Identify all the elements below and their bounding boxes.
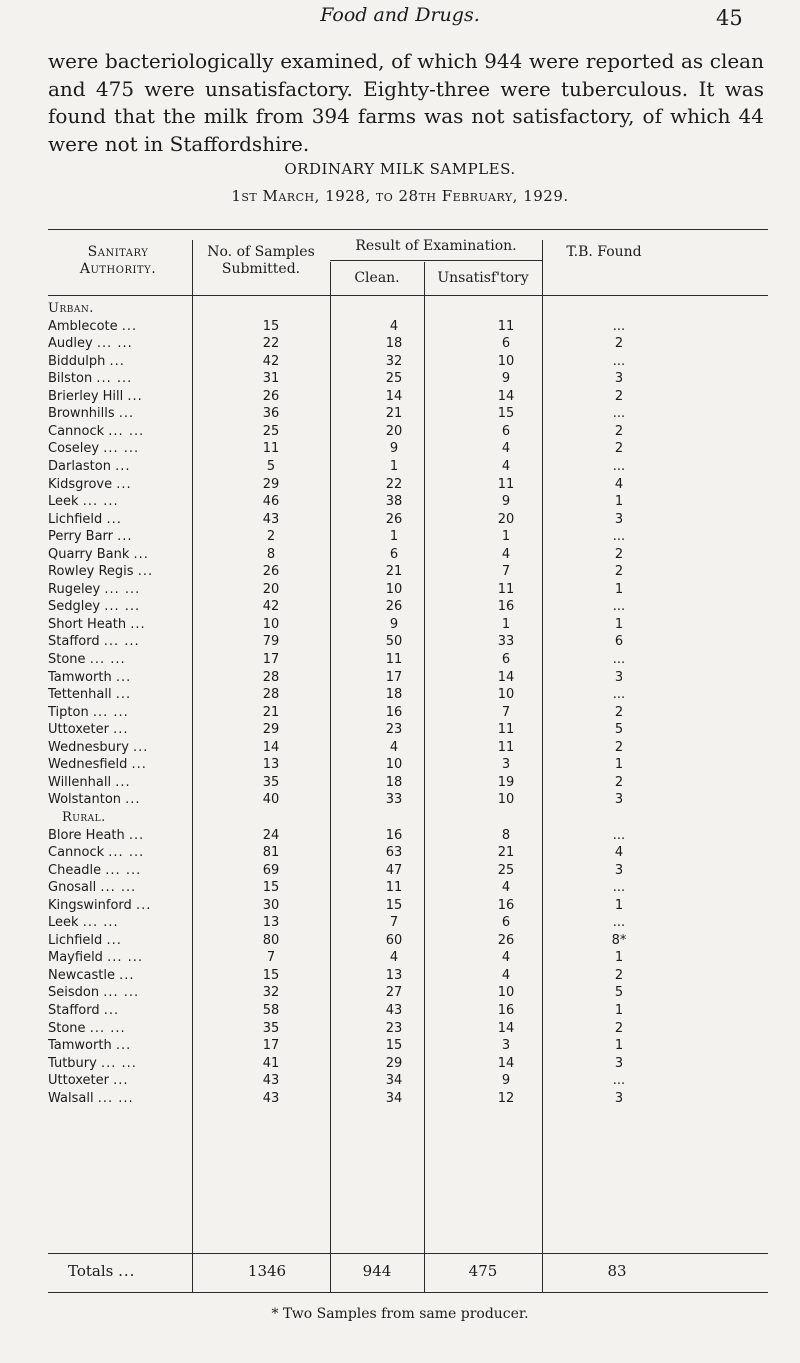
submitted-cell: 43 (262, 511, 280, 527)
unsatisfactory-cell: 1 (501, 616, 511, 632)
table-row (48, 704, 768, 721)
tb-cell: ... (612, 318, 626, 334)
authority-name: Uttoxeter ... (48, 1073, 129, 1089)
clean-cell: 7 (389, 915, 399, 931)
clean-cell: 25 (385, 371, 403, 387)
clean-cell: 11 (385, 652, 403, 667)
unsatisfactory-cell: 9 (501, 371, 511, 387)
table-top-rule (48, 229, 768, 230)
tb-cell: 6 (614, 634, 624, 650)
unsatisfactory-cell: 11 (497, 318, 515, 334)
unsatisfactory-cell: 3 (501, 757, 511, 773)
totals-bottom-rule (48, 1292, 768, 1293)
totals-unsatisfactory: 475 (468, 1262, 498, 1280)
unsatisfactory-cell: 4 (501, 967, 511, 983)
tb-cell: ... (612, 353, 626, 369)
tb-cell: 1 (614, 616, 624, 632)
tb-cell: 5 (614, 722, 624, 738)
table-row (48, 949, 768, 966)
table-row (48, 476, 768, 493)
clean-cell: 16 (385, 704, 403, 720)
section-label: Urban. (48, 301, 94, 316)
unsatisfactory-cell: 4 (501, 458, 511, 474)
authority-name: Sedgley ... ... (48, 599, 141, 615)
table-row (48, 423, 768, 440)
unsatisfactory-cell: 26 (497, 932, 515, 948)
clean-cell: 14 (385, 388, 403, 404)
authority-name: Stone ... ... (48, 1020, 126, 1036)
unsatisfactory-cell: 4 (501, 950, 511, 966)
tb-cell: 3 (614, 371, 624, 387)
unsatisfactory-cell: 7 (501, 704, 511, 720)
tb-cell: ... (612, 827, 626, 843)
submitted-cell: 26 (262, 388, 280, 404)
tb-cell: 2 (614, 967, 624, 983)
page-header (0, 0, 800, 40)
table-row (48, 774, 768, 791)
submitted-cell: 22 (262, 336, 280, 352)
tb-cell: ... (612, 652, 626, 667)
tb-cell: 1 (614, 494, 624, 510)
table-row (48, 1037, 768, 1054)
clean-cell: 13 (385, 967, 403, 983)
unsatisfactory-cell: 19 (497, 774, 515, 790)
submitted-cell: 43 (262, 1073, 280, 1089)
tb-cell: 2 (614, 739, 624, 755)
tb-cell: 8* (611, 932, 627, 948)
authority-name: Blore Heath ... (48, 827, 145, 843)
table-row (48, 370, 768, 387)
authority-name: Lichfield ... (48, 932, 122, 948)
table-row (48, 914, 768, 931)
submitted-cell: 15 (262, 880, 280, 896)
unsatisfactory-cell: 4 (501, 546, 511, 562)
clean-cell: 4 (389, 739, 399, 755)
intro-paragraph: were bacteriologically examined, of which 944 were reported as clean and 475 were unsatisfactory. Eighty-three were tuberculous. It was found that the milk from 394 farms was not satisfactory, of which 44 were not in Staffordshire. (48, 49, 764, 156)
table-row (48, 739, 768, 756)
unsatisfactory-cell: 15 (497, 406, 515, 422)
totals-submitted: 1346 (247, 1262, 287, 1280)
authority-name: Uttoxeter ... (48, 722, 129, 738)
authority-name: Tutbury ... ... (48, 1055, 137, 1071)
header-unsatisfactory: Unsatisf'tory (437, 270, 529, 286)
authority-name: Cannock ... ... (48, 423, 145, 439)
tb-cell: ... (612, 687, 626, 703)
clean-cell: 18 (385, 687, 403, 703)
authority-name: Wolstanton ... (48, 792, 141, 808)
clean-cell: 15 (385, 897, 403, 913)
unsatisfactory-cell: 4 (501, 880, 511, 896)
tb-cell: 3 (614, 511, 624, 527)
submitted-cell: 35 (262, 774, 280, 790)
unsatisfactory-cell: 21 (497, 845, 515, 861)
submitted-cell: 17 (262, 652, 280, 667)
submitted-cell: 15 (262, 318, 280, 334)
tb-cell: ... (612, 1073, 626, 1089)
clean-cell: 10 (385, 581, 403, 597)
clean-cell: 32 (385, 353, 403, 369)
tb-cell: 3 (614, 792, 624, 808)
table-row (48, 1020, 768, 1037)
authority-name: Bilston ... ... (48, 371, 133, 387)
table-row (48, 844, 768, 861)
tb-cell: 2 (614, 774, 624, 790)
submitted-cell: 15 (262, 967, 280, 983)
authority-name: Biddulph ... (48, 353, 125, 369)
submitted-cell: 17 (262, 1038, 280, 1054)
submitted-cell: 40 (262, 792, 280, 808)
table-row (48, 827, 768, 844)
submitted-cell: 26 (262, 564, 280, 580)
page-number: 45 (716, 6, 743, 30)
submitted-cell: 25 (262, 423, 280, 439)
unsatisfactory-cell: 11 (497, 581, 515, 597)
submitted-cell: 5 (266, 458, 276, 474)
table-subtitle: 1st March, 1928, to 28th February, 1929. (231, 187, 569, 205)
table-row (48, 967, 768, 984)
unsatisfactory-cell: 6 (501, 423, 511, 439)
tb-cell: 2 (614, 1020, 624, 1036)
authority-name: Kidsgrove ... (48, 476, 132, 492)
authority-name: Stone ... ... (48, 652, 126, 667)
unsatisfactory-cell: 11 (497, 476, 515, 492)
clean-cell: 4 (389, 318, 399, 334)
table-row (48, 791, 768, 808)
tb-cell: 1 (614, 1003, 624, 1018)
unsatisfactory-cell: 7 (501, 564, 511, 580)
clean-cell: 9 (389, 616, 399, 632)
authority-name: Stafford ... (48, 1003, 120, 1018)
authority-name: Audley ... ... (48, 336, 133, 352)
unsatisfactory-cell: 14 (497, 669, 515, 685)
unsatisfactory-cell: 9 (501, 1073, 511, 1089)
table-row (48, 669, 768, 686)
unsatisfactory-cell: 25 (497, 862, 515, 878)
authority-name: Lichfield ... (48, 511, 122, 527)
totals-tb: 83 (607, 1262, 627, 1280)
table-row (48, 984, 768, 1001)
authority-name: Rugeley ... ... (48, 581, 141, 597)
authority-name: Gnosall ... ... (48, 880, 137, 896)
submitted-cell: 7 (266, 950, 276, 966)
clean-cell: 27 (385, 985, 403, 1001)
submitted-cell: 11 (262, 441, 280, 457)
tb-cell: 1 (614, 581, 624, 597)
authority-name: Stafford ... ... (48, 634, 140, 650)
tb-cell: 3 (614, 669, 624, 685)
table-row (48, 318, 768, 335)
clean-cell: 43 (385, 1003, 403, 1018)
unsatisfactory-cell: 6 (501, 336, 511, 352)
submitted-cell: 24 (262, 827, 280, 843)
authority-name: Leek ... ... (48, 915, 119, 931)
table-row (48, 1090, 768, 1107)
submitted-cell: 29 (262, 476, 280, 492)
clean-cell: 18 (385, 774, 403, 790)
submitted-cell: 58 (262, 1003, 280, 1018)
authority-name: Short Heath ... (48, 616, 146, 632)
unsatisfactory-cell: 9 (501, 494, 511, 510)
unsatisfactory-cell: 6 (501, 915, 511, 931)
submitted-cell: 13 (262, 915, 280, 931)
clean-cell: 33 (385, 792, 403, 808)
tb-cell: 2 (614, 388, 624, 404)
table-row (48, 511, 768, 528)
authority-name: Seisdon ... ... (48, 985, 140, 1001)
submitted-cell: 69 (262, 862, 280, 878)
clean-cell: 26 (385, 599, 403, 615)
unsatisfactory-cell: 33 (497, 634, 515, 650)
table-row (48, 546, 768, 563)
clean-cell: 16 (385, 827, 403, 843)
header-tb: T.B. Found (566, 244, 642, 260)
table-row (48, 932, 768, 949)
clean-cell: 21 (385, 564, 403, 580)
tb-cell: 2 (614, 704, 624, 720)
clean-cell: 34 (385, 1090, 403, 1106)
unsatisfactory-cell: 10 (497, 687, 515, 703)
table-row (48, 563, 768, 580)
table-row (48, 335, 768, 352)
clean-cell: 23 (385, 722, 403, 738)
authority-name: Tettenhall ... (48, 687, 132, 703)
tb-cell: 2 (614, 441, 624, 457)
submitted-cell: 80 (262, 932, 280, 948)
clean-cell: 23 (385, 1020, 403, 1036)
submitted-cell: 36 (262, 406, 280, 422)
tb-cell: 3 (614, 862, 624, 878)
clean-cell: 20 (385, 423, 403, 439)
unsatisfactory-cell: 10 (497, 353, 515, 369)
submitted-cell: 79 (262, 634, 280, 650)
clean-cell: 22 (385, 476, 403, 492)
tb-cell: 1 (614, 1038, 624, 1054)
tb-cell: 2 (614, 546, 624, 562)
unsatisfactory-cell: 3 (501, 1038, 511, 1054)
tb-cell: 1 (614, 757, 624, 773)
result-subheader-rule (330, 260, 542, 261)
authority-name: Newcastle ... (48, 967, 135, 983)
clean-cell: 4 (389, 950, 399, 966)
submitted-cell: 20 (262, 581, 280, 597)
submitted-cell: 10 (262, 616, 280, 632)
section-label: Rural. (62, 809, 106, 825)
tb-cell: 4 (614, 845, 624, 861)
submitted-cell: 13 (262, 757, 280, 773)
unsatisfactory-cell: 14 (497, 1055, 515, 1071)
footnote: * Two Samples from same producer. (271, 1306, 529, 1322)
authority-name: Willenhall ... (48, 774, 131, 790)
table-row (48, 862, 768, 879)
clean-cell: 1 (389, 529, 399, 545)
tb-cell: ... (612, 880, 626, 896)
table-row (48, 651, 768, 668)
unsatisfactory-cell: 11 (497, 739, 515, 755)
submitted-cell: 43 (262, 1090, 280, 1106)
authority-name: Kingswinford ... (48, 897, 152, 913)
submitted-cell: 42 (262, 353, 280, 369)
authority-name: Tipton ... ... (48, 704, 129, 720)
authority-name: Cannock ... ... (48, 845, 145, 861)
table-row (48, 598, 768, 615)
authority-name: Walsall ... ... (48, 1090, 134, 1106)
unsatisfactory-cell: 10 (497, 792, 515, 808)
tb-cell: 2 (614, 423, 624, 439)
clean-cell: 21 (385, 406, 403, 422)
table-row (48, 756, 768, 773)
running-title: Food and Drugs. (320, 4, 480, 26)
table-row (48, 405, 768, 422)
table-row (48, 616, 768, 633)
totals-row (48, 1262, 768, 1282)
table-row (48, 633, 768, 650)
table-row (48, 581, 768, 598)
submitted-cell: 29 (262, 722, 280, 738)
authority-name: Brierley Hill ... (48, 388, 143, 404)
table-row (48, 388, 768, 405)
table-row (48, 686, 768, 703)
header-clean: Clean. (354, 270, 400, 286)
table-row (48, 493, 768, 510)
unsatisfactory-cell: 16 (497, 1003, 515, 1018)
submitted-cell: 42 (262, 599, 280, 615)
unsatisfactory-cell: 14 (497, 1020, 515, 1036)
table-row (48, 440, 768, 457)
unsatisfactory-cell: 11 (497, 722, 515, 738)
tb-cell: 1 (614, 950, 624, 966)
header-authority: Sanitary Authority. (79, 244, 157, 277)
clean-cell: 60 (385, 932, 403, 948)
unsatisfactory-cell: 4 (501, 441, 511, 457)
authority-name: Coseley ... ... (48, 441, 140, 457)
table-row (48, 458, 768, 475)
clean-cell: 11 (385, 880, 403, 896)
table-row (48, 528, 768, 545)
authority-name: Amblecote ... (48, 318, 138, 334)
submitted-cell: 21 (262, 704, 280, 720)
totals-clean: 944 (362, 1262, 392, 1280)
authority-name: Mayfield ... ... (48, 950, 144, 966)
clean-cell: 15 (385, 1038, 403, 1054)
clean-cell: 34 (385, 1073, 403, 1089)
clean-cell: 1 (389, 458, 399, 474)
authority-name: Cheadle ... ... (48, 862, 142, 878)
submitted-cell: 35 (262, 1020, 280, 1036)
clean-cell: 9 (389, 441, 399, 457)
unsatisfactory-cell: 20 (497, 511, 515, 527)
table-title: ORDINARY MILK SAMPLES. (284, 160, 516, 178)
totals-top-rule (48, 1253, 768, 1254)
table-row (48, 353, 768, 370)
header-result: Result of Examination. (355, 238, 517, 254)
unsatisfactory-cell: 16 (497, 897, 515, 913)
authority-name: Tamworth ... (48, 1038, 132, 1054)
unsatisfactory-cell: 10 (497, 985, 515, 1001)
authority-name: Wednesbury ... (48, 739, 149, 755)
tb-cell: 4 (614, 476, 624, 492)
clean-cell: 10 (385, 757, 403, 773)
authority-name: Quarry Bank ... (48, 546, 149, 562)
totals-label: Totals ... (68, 1262, 136, 1280)
authority-name: Brownhills ... (48, 406, 135, 422)
authority-name: Wednesfield ... (48, 757, 147, 773)
submitted-cell: 28 (262, 669, 280, 685)
submitted-cell: 31 (262, 371, 280, 387)
tb-cell: 3 (614, 1090, 624, 1106)
submitted-cell: 2 (266, 529, 276, 545)
clean-cell: 6 (389, 546, 399, 562)
tb-cell: 3 (614, 1055, 624, 1071)
authority-name: Rowley Regis ... (48, 564, 154, 580)
table-row (48, 897, 768, 914)
unsatisfactory-cell: 1 (501, 529, 511, 545)
authority-name: Leek ... ... (48, 494, 119, 510)
tb-cell: 2 (614, 336, 624, 352)
table-row (48, 1002, 768, 1019)
tb-cell: ... (612, 529, 626, 545)
clean-cell: 38 (385, 494, 403, 510)
authority-name: Perry Barr ... (48, 529, 133, 545)
clean-cell: 47 (385, 862, 403, 878)
unsatisfactory-cell: 16 (497, 599, 515, 615)
unsatisfactory-cell: 12 (497, 1090, 515, 1106)
tb-cell: ... (612, 458, 626, 474)
tb-cell: ... (612, 915, 626, 931)
tb-cell: 5 (614, 985, 624, 1001)
table-row (48, 1072, 768, 1089)
submitted-cell: 30 (262, 897, 280, 913)
header-bottom-rule (48, 295, 768, 296)
unsatisfactory-cell: 8 (501, 827, 511, 843)
submitted-cell: 41 (262, 1055, 280, 1071)
unsatisfactory-cell: 14 (497, 388, 515, 404)
clean-cell: 50 (385, 634, 403, 650)
tb-cell: 2 (614, 564, 624, 580)
table-row (48, 1055, 768, 1072)
submitted-cell: 14 (262, 739, 280, 755)
clean-cell: 18 (385, 336, 403, 352)
authority-name: Darlaston ... (48, 458, 131, 474)
table-row (48, 721, 768, 738)
tb-cell: ... (612, 406, 626, 422)
submitted-cell: 8 (266, 546, 276, 562)
submitted-cell: 32 (262, 985, 280, 1001)
submitted-cell: 46 (262, 494, 280, 510)
clean-cell: 17 (385, 669, 403, 685)
unsatisfactory-cell: 6 (501, 652, 511, 667)
authority-name: Tamworth ... (48, 669, 132, 685)
tb-cell: 1 (614, 897, 624, 913)
header-samples: No. of Samples Submitted. (207, 244, 315, 277)
submitted-cell: 81 (262, 845, 280, 861)
clean-cell: 26 (385, 511, 403, 527)
table-row (48, 879, 768, 896)
clean-cell: 63 (385, 845, 403, 861)
clean-cell: 29 (385, 1055, 403, 1071)
tb-cell: ... (612, 599, 626, 615)
submitted-cell: 28 (262, 687, 280, 703)
